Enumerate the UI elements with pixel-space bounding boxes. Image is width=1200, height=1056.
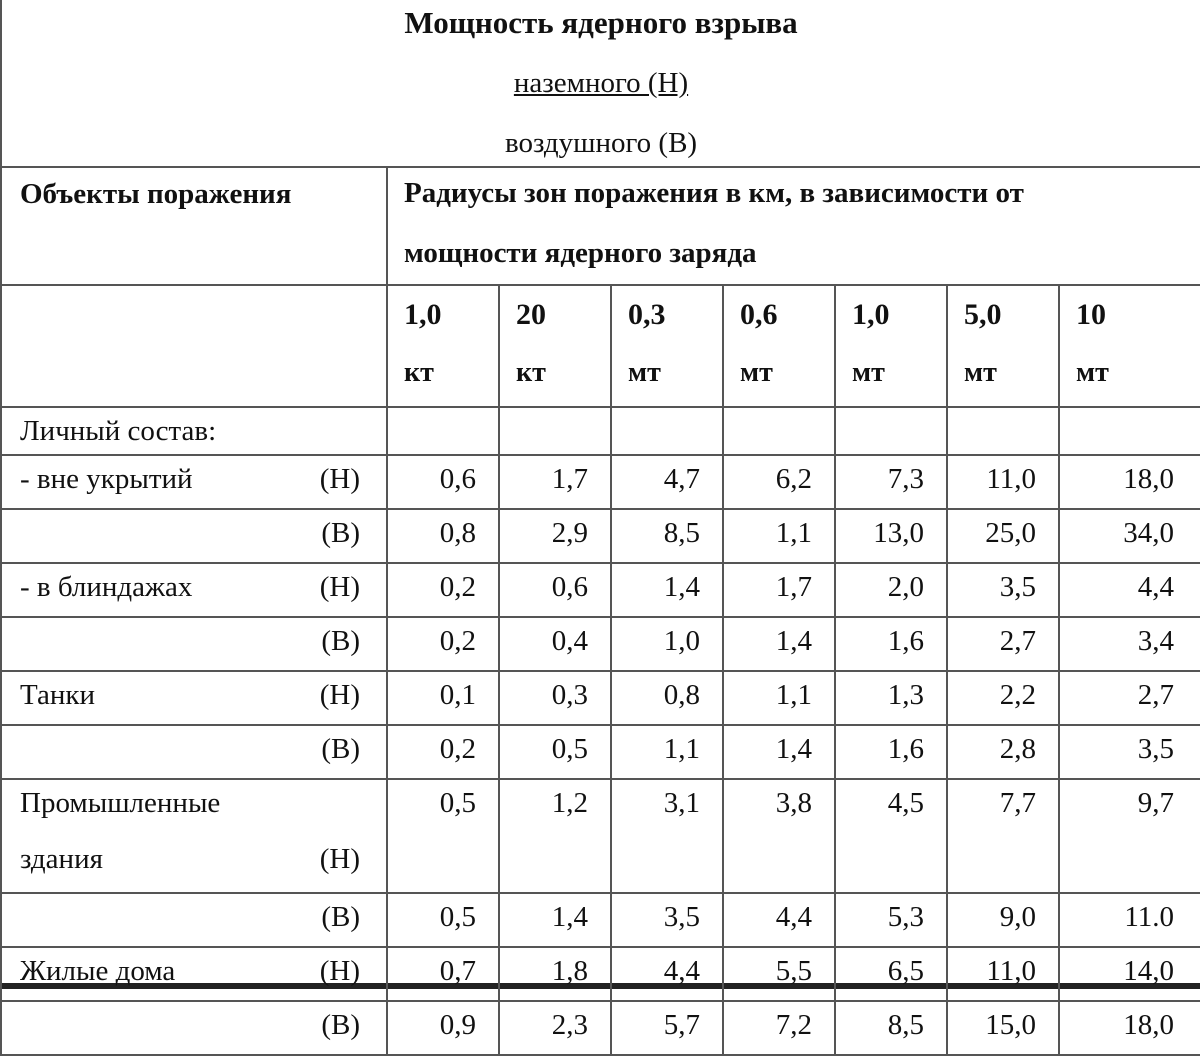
value-cell: 3,1 xyxy=(611,779,723,893)
value-cell: 13,0 xyxy=(835,509,947,563)
value-cell: 3,4 xyxy=(1059,617,1200,671)
value-cell: 1,8 xyxy=(499,947,611,1001)
group-row-personnel xyxy=(1,407,1200,455)
value-cell: 4,4 xyxy=(611,947,723,1001)
value-cell: 1,1 xyxy=(723,509,835,563)
value-cell: 4,7 xyxy=(611,455,723,509)
yield-unit: мт xyxy=(740,357,773,388)
value-cell: 18,0 xyxy=(1059,455,1200,509)
value-cell: 0,7 xyxy=(387,947,499,1001)
yield-header xyxy=(835,285,947,407)
value-cell: 8,5 xyxy=(835,1001,947,1055)
yield-header xyxy=(611,285,723,407)
table-title xyxy=(1,0,1200,167)
value-cell: 2,8 xyxy=(947,725,1059,779)
row-label-cell xyxy=(1,509,387,563)
value-cell: 2,9 xyxy=(499,509,611,563)
value-cell: 11.0 xyxy=(1059,893,1200,947)
value-cell: 3,8 xyxy=(723,779,835,893)
yield-unit: мт xyxy=(852,357,885,388)
yield-value: 0,6 xyxy=(740,298,778,331)
group-label-cell xyxy=(1,407,387,455)
row-mode: (Н) xyxy=(319,463,360,495)
value-cell: 0,8 xyxy=(387,509,499,563)
value-cell: 25,0 xyxy=(947,509,1059,563)
value-cell: 3,5 xyxy=(1059,725,1200,779)
title-ground: наземного (Н) xyxy=(513,67,689,99)
row-mode: (В) xyxy=(321,625,360,657)
value-cell: 1,7 xyxy=(499,455,611,509)
header-radii-line1: Радиусы зон поражения в км, в зависимости от xyxy=(404,177,1024,209)
value-cell: 18,0 xyxy=(1059,1001,1200,1055)
empty-cell xyxy=(723,407,835,455)
value-cell: 4,4 xyxy=(723,893,835,947)
value-cell: 7,3 xyxy=(835,455,947,509)
value-cell: 0,5 xyxy=(387,893,499,947)
table-row xyxy=(1,455,1200,509)
value-cell: 1,4 xyxy=(723,617,835,671)
yield-header xyxy=(947,285,1059,407)
empty-cell xyxy=(1059,407,1200,455)
row-label-cell xyxy=(1,563,387,617)
value-cell: 5,5 xyxy=(723,947,835,1001)
yield-unit: мт xyxy=(1076,357,1109,388)
value-cell: 5,3 xyxy=(835,893,947,947)
table-row xyxy=(1,671,1200,725)
row-label-cell xyxy=(1,1001,387,1055)
table-row xyxy=(1,725,1200,779)
row-label: - в блиндажах xyxy=(20,571,193,603)
value-cell: 0,9 xyxy=(387,1001,499,1055)
value-cell: 1,1 xyxy=(611,725,723,779)
empty-cell xyxy=(387,407,499,455)
group-label: Личный состав: xyxy=(20,415,217,447)
table-row xyxy=(1,1001,1200,1055)
yield-value: 10 xyxy=(1076,298,1106,331)
yield-header xyxy=(499,285,611,407)
value-cell: 0,2 xyxy=(387,563,499,617)
value-cell: 2,3 xyxy=(499,1001,611,1055)
yield-header xyxy=(387,285,499,407)
value-cell: 11,0 xyxy=(947,947,1059,1001)
value-cell: 0,5 xyxy=(499,725,611,779)
value-cell: 6,5 xyxy=(835,947,947,1001)
row-label-cell xyxy=(1,947,387,1001)
row-mode: (В) xyxy=(321,517,360,549)
row-label-cell xyxy=(1,725,387,779)
yield-unit: кт xyxy=(404,357,434,388)
yield-header xyxy=(723,285,835,407)
title-air: воздушного (В) xyxy=(504,127,698,159)
value-cell: 2,0 xyxy=(835,563,947,617)
value-cell: 0,6 xyxy=(499,563,611,617)
row-label-cell xyxy=(1,617,387,671)
table-row xyxy=(1,563,1200,617)
value-cell: 2,7 xyxy=(1059,671,1200,725)
value-cell: 1,1 xyxy=(723,671,835,725)
row-label-cell xyxy=(1,671,387,725)
row-label-cell xyxy=(1,893,387,947)
value-cell: 2,7 xyxy=(947,617,1059,671)
row-label: Промышленные xyxy=(20,787,221,819)
value-cell: 9,0 xyxy=(947,893,1059,947)
value-cell: 1,2 xyxy=(499,779,611,893)
row-mode: (Н) xyxy=(319,843,360,875)
table-row xyxy=(1,779,1200,893)
value-cell: 4,4 xyxy=(1059,563,1200,617)
header-radii-line2: мощности ядерного заряда xyxy=(404,237,757,269)
value-cell: 3,5 xyxy=(947,563,1059,617)
empty-cell xyxy=(611,407,723,455)
value-cell: 8,5 xyxy=(611,509,723,563)
yield-header xyxy=(1059,285,1200,407)
row-mode: (В) xyxy=(321,901,360,933)
value-cell: 1,3 xyxy=(835,671,947,725)
title-power: Мощность ядерного взрыва xyxy=(404,5,798,40)
table-row xyxy=(1,509,1200,563)
yield-value: 0,3 xyxy=(628,298,666,331)
value-cell: 2,2 xyxy=(947,671,1059,725)
empty-cell xyxy=(947,407,1059,455)
value-cell: 0,3 xyxy=(499,671,611,725)
row-mode: (В) xyxy=(321,733,360,765)
table-row xyxy=(1,947,1200,1001)
yield-unit: кт xyxy=(516,357,546,388)
header-radii xyxy=(387,167,1200,285)
value-cell: 9,7 xyxy=(1059,779,1200,893)
yield-empty-cell xyxy=(1,285,387,407)
value-cell: 3,5 xyxy=(611,893,723,947)
value-cell: 34,0 xyxy=(1059,509,1200,563)
value-cell: 14,0 xyxy=(1059,947,1200,1001)
value-cell: 0,4 xyxy=(499,617,611,671)
row-mode: (Н) xyxy=(319,571,360,603)
yield-value: 20 xyxy=(516,298,546,331)
value-cell: 11,0 xyxy=(947,455,1059,509)
value-cell: 7,2 xyxy=(723,1001,835,1055)
yield-value: 1,0 xyxy=(404,298,442,331)
row-mode: (Н) xyxy=(319,679,360,711)
empty-cell xyxy=(499,407,611,455)
value-cell: 1,4 xyxy=(723,725,835,779)
value-cell: 1,4 xyxy=(611,563,723,617)
row-mode: (В) xyxy=(321,1009,360,1041)
value-cell: 1,0 xyxy=(611,617,723,671)
value-cell: 6,2 xyxy=(723,455,835,509)
table-row xyxy=(1,617,1200,671)
row-label: - вне укрытий xyxy=(20,463,193,495)
value-cell: 15,0 xyxy=(947,1001,1059,1055)
value-cell: 1,7 xyxy=(723,563,835,617)
value-cell: 0,5 xyxy=(387,779,499,893)
value-cell: 0,6 xyxy=(387,455,499,509)
value-cell: 0,2 xyxy=(387,617,499,671)
value-cell: 0,2 xyxy=(387,725,499,779)
table-row xyxy=(1,893,1200,947)
value-cell: 7,7 xyxy=(947,779,1059,893)
yield-unit: мт xyxy=(628,357,661,388)
empty-cell xyxy=(835,407,947,455)
header-objects: Объекты поражения xyxy=(1,167,387,285)
row-label: Танки xyxy=(20,679,95,711)
yield-unit: мт xyxy=(964,357,997,388)
yield-value: 1,0 xyxy=(852,298,890,331)
value-cell: 5,7 xyxy=(611,1001,723,1055)
value-cell: 1,4 xyxy=(499,893,611,947)
value-cell: 1,6 xyxy=(835,725,947,779)
row-label: здания xyxy=(20,843,103,875)
value-cell: 0,1 xyxy=(387,671,499,725)
yield-value: 5,0 xyxy=(964,298,1002,331)
value-cell: 0,8 xyxy=(611,671,723,725)
value-cell: 1,6 xyxy=(835,617,947,671)
row-mode: (Н) xyxy=(319,955,360,987)
row-label-cell xyxy=(1,455,387,509)
row-label-cell xyxy=(1,779,387,893)
row-label: Жилые дома xyxy=(20,955,176,987)
value-cell: 4,5 xyxy=(835,779,947,893)
